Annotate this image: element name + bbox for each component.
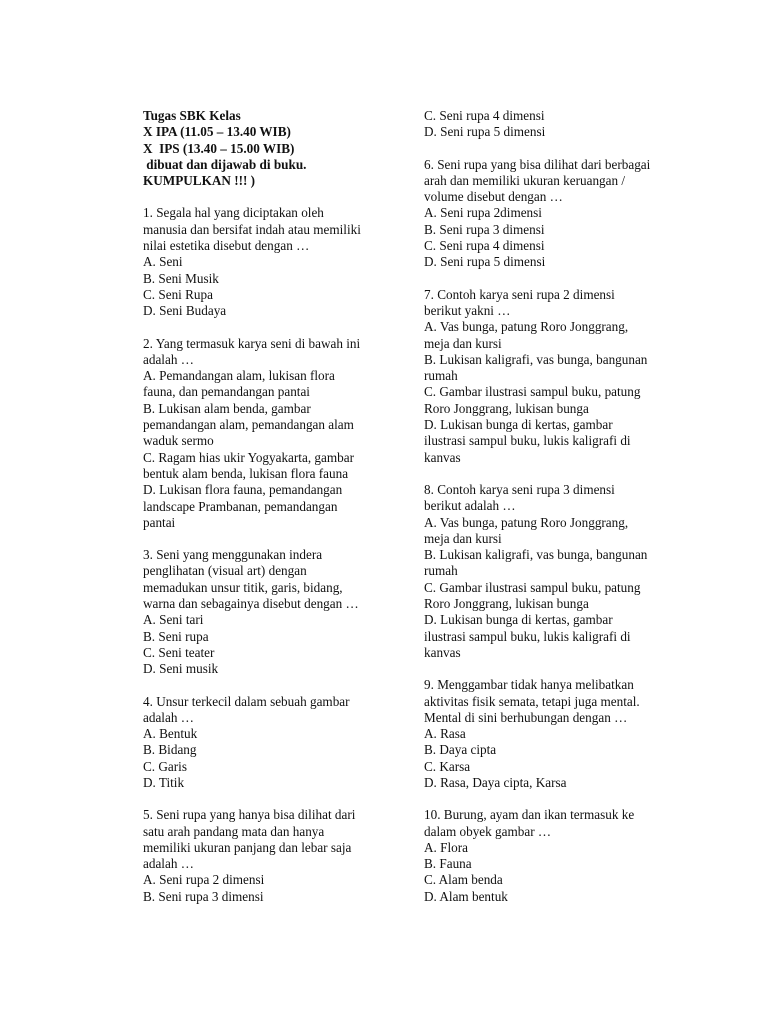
answer-option: C. Seni rupa 4 dimensi <box>424 108 545 123</box>
answer-option: pantai <box>143 514 176 530</box>
question-text: Mental di sini berhubungan dengan … <box>424 709 628 725</box>
question-text: berikut yakni … <box>424 302 511 318</box>
question-text: 2. Yang termasuk karya seni di bawah ini <box>143 335 361 351</box>
answer-option: B. Lukisan kaligrafi, vas bunga, bangunan <box>424 351 648 367</box>
header-line: dibuat dan dijawab di buku. <box>143 156 307 172</box>
left-column <box>143 108 388 921</box>
question-text: arah dan memiliki ukuran keruangan / <box>424 172 626 188</box>
answer-option: meja dan kursi <box>424 530 502 546</box>
question-text: adalah … <box>143 709 194 725</box>
answer-option: D. Seni musik <box>143 661 219 677</box>
header-line: KUMPULKAN !!! ) <box>143 173 256 189</box>
question-text: penglihatan (visual art) dengan <box>143 563 307 579</box>
question-text: 9. Menggambar tidak hanya melibatkan <box>424 677 634 693</box>
answer-option: B. Seni rupa <box>143 628 209 644</box>
question-5-continued <box>424 108 676 141</box>
question-9 <box>424 677 676 791</box>
answer-option: D. Lukisan bunga di kertas, gambar <box>424 612 613 628</box>
answer-option: B. Fauna <box>424 856 472 872</box>
question-2 <box>143 336 388 532</box>
question-text: memadukan unsur titik, garis, bidang, <box>143 579 343 595</box>
question-text: warna dan sebagainya disebut dengan … <box>143 596 359 612</box>
answer-option: pemandangan alam, pemandangan alam <box>143 417 354 433</box>
answer-option: kanvas <box>424 644 461 660</box>
answer-option: A. Rasa <box>424 726 466 742</box>
answer-option: Roro Jonggrang, lukisan bunga <box>424 596 589 612</box>
answer-option: Roro Jonggrang, lukisan bunga <box>424 400 589 416</box>
question-8 <box>424 482 676 661</box>
question-text: adalah … <box>143 351 194 367</box>
answer-option: waduk sermo <box>143 433 214 449</box>
answer-option: rumah <box>424 563 458 579</box>
answer-option: D. Titik <box>143 774 185 790</box>
answer-option: D. Seni rupa 5 dimensi <box>424 254 546 270</box>
answer-option: B. Daya cipta <box>424 742 497 758</box>
answer-option: D. Lukisan bunga di kertas, gambar <box>424 417 613 433</box>
answer-option: A. Pemandangan alam, lukisan flora <box>143 368 335 384</box>
question-6 <box>424 157 676 271</box>
answer-option: D. Seni Budaya <box>143 303 227 319</box>
answer-option: A. Bentuk <box>143 726 198 742</box>
question-text: nilai estetika disebut dengan … <box>143 238 310 254</box>
answer-option: C. Gambar ilustrasi sampul buku, patung <box>424 384 641 400</box>
answer-option: A. Vas bunga, patung Roro Jonggrang, <box>424 514 629 530</box>
answer-option: landscape Prambanan, pemandangan <box>143 498 338 514</box>
question-text: 5. Seni rupa yang hanya bisa dilihat dari <box>143 807 356 823</box>
answer-option: B. Bidang <box>143 742 197 758</box>
answer-option: C. Seni rupa 4 dimensi <box>424 238 545 254</box>
answer-option: C. Alam benda <box>424 872 503 888</box>
question-text: 6. Seni rupa yang bisa dilihat dari berbagai <box>424 156 651 172</box>
question-10 <box>424 807 676 905</box>
answer-option: kanvas <box>424 449 461 465</box>
question-text: berikut adalah … <box>424 498 516 514</box>
question-text: aktivitas fisik semata, tetapi juga mental. <box>424 693 640 709</box>
answer-option: B. Seni rupa 3 dimensi <box>424 221 545 237</box>
right-column <box>424 108 676 921</box>
answer-option: A. Seni tari <box>143 612 204 628</box>
question-text: 7. Contoh karya seni rupa 2 dimensi <box>424 286 615 302</box>
question-text: 8. Contoh karya seni rupa 3 dimensi <box>424 481 615 497</box>
answer-option: D. Rasa, Daya cipta, Karsa <box>424 774 567 790</box>
answer-option: A. Seni rupa 2dimensi <box>424 205 542 221</box>
answer-option: ilustrasi sampul buku, lukis kaligrafi di <box>424 628 631 644</box>
answer-option: A. Vas bunga, patung Roro Jonggrang, <box>424 319 629 335</box>
answer-option: C. Gambar ilustrasi sampul buku, patung <box>424 579 641 595</box>
header-line: X IPS (13.40 – 15.00 WIB) <box>143 140 295 156</box>
answer-option: D. Lukisan flora fauna, pemandangan <box>143 482 343 498</box>
answer-option: B. Lukisan kaligrafi, vas bunga, bangunan <box>424 547 648 563</box>
answer-option: C. Karsa <box>424 758 471 774</box>
answer-option: ilustrasi sampul buku, lukis kaligrafi di <box>424 433 631 449</box>
question-text: 4. Unsur terkecil dalam sebuah gambar <box>143 693 350 709</box>
answer-option: C. Garis <box>143 758 187 774</box>
question-5 <box>143 807 388 905</box>
question-7 <box>424 287 676 466</box>
question-3 <box>143 547 388 677</box>
question-text: manusia dan bersifat indah atau memiliki <box>143 221 361 237</box>
assignment-header <box>143 108 388 189</box>
question-text: volume disebut dengan … <box>424 189 563 205</box>
answer-option: B. Seni rupa 3 dimensi <box>143 888 264 904</box>
answer-option: bentuk alam benda, lukisan flora fauna <box>143 465 349 481</box>
question-1 <box>143 205 388 319</box>
answer-option: C. Ragam hias ukir Yogyakarta, gambar <box>143 449 354 465</box>
answer-option: C. Seni Rupa <box>143 286 213 302</box>
answer-option: fauna, dan pemandangan pantai <box>143 384 310 400</box>
answer-option: D. Seni rupa 5 dimensi <box>424 124 546 140</box>
answer-option: C. Seni teater <box>143 644 215 660</box>
header-line: X IPA (11.05 – 13.40 WIB) <box>143 124 291 140</box>
answer-option: B. Seni Musik <box>143 270 219 286</box>
answer-option: A. Flora <box>424 839 468 855</box>
answer-option: A. Seni rupa 2 dimensi <box>143 872 265 888</box>
question-4 <box>143 694 388 792</box>
question-text: 10. Burung, ayam dan ikan termasuk ke <box>424 807 635 823</box>
question-text: 1. Segala hal yang diciptakan oleh <box>143 205 324 221</box>
header-line: Tugas SBK Kelas <box>143 108 241 123</box>
question-text: adalah … <box>143 856 194 872</box>
answer-option: D. Alam bentuk <box>424 888 508 904</box>
question-text: satu arah pandang mata dan hanya <box>143 823 325 839</box>
answer-option: B. Lukisan alam benda, gambar <box>143 400 311 416</box>
answer-option: meja dan kursi <box>424 335 502 351</box>
question-text: memiliki ukuran panjang dan lebar saja <box>143 839 352 855</box>
question-text: dalam obyek gambar … <box>424 823 552 839</box>
answer-option: rumah <box>424 368 458 384</box>
question-text: 3. Seni yang menggunakan indera <box>143 547 323 563</box>
answer-option: A. Seni <box>143 254 183 270</box>
